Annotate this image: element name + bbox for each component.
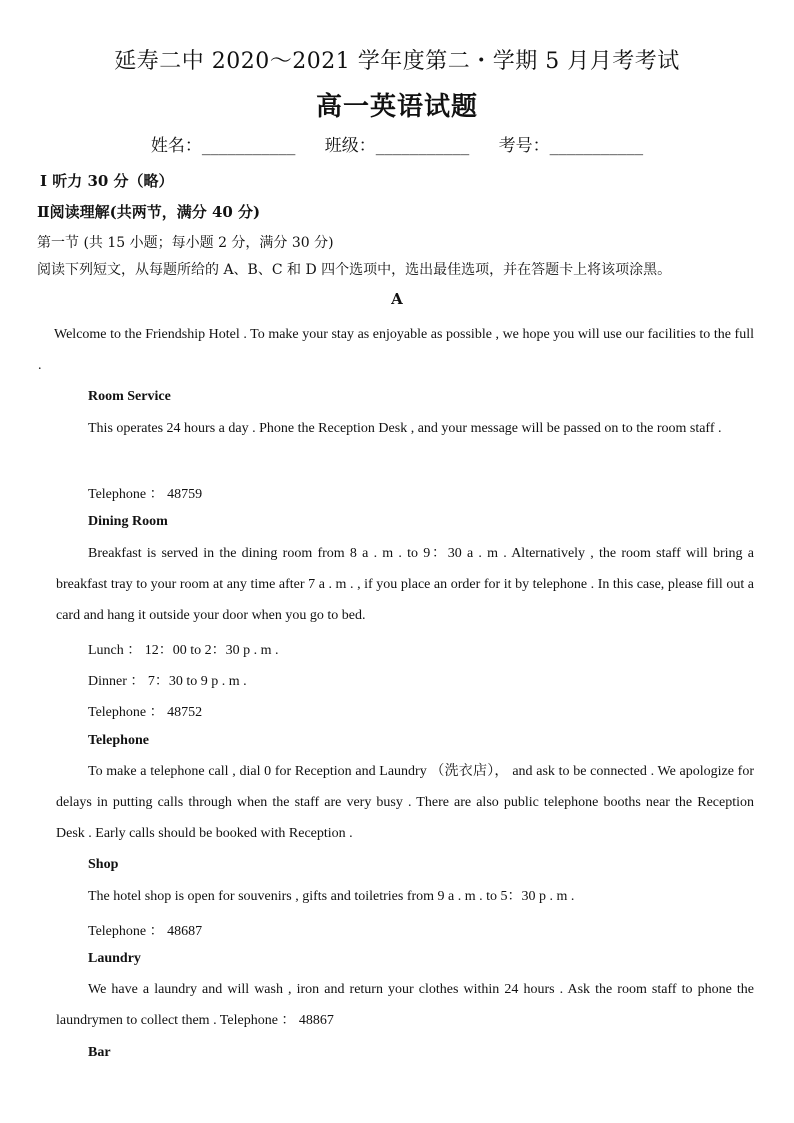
- shop-telephone: Telephone ： 48687: [88, 924, 203, 939]
- shop-body: The hotel shop is open for souvenirs , gifts and toiletries from 9 a . m . to 5：30 p . m .: [88, 889, 575, 904]
- name-blank: ___________: [201, 136, 296, 156]
- dining-room-heading: Dining Room: [88, 514, 168, 529]
- student-info-row: [0, 131, 794, 156]
- exam-number-field: [499, 136, 644, 156]
- exam-number-label: 考号：: [498, 136, 550, 156]
- laundry-heading: Laundry: [88, 951, 141, 966]
- section2-heading: Ⅱ阅读理解(共两节，满分 40 分): [37, 203, 261, 221]
- instruction: 阅读下列短文，从每题所给的 A、B、C 和 D 四个选项中，选出最佳选项，并在答题卡上将该项涂黑。: [37, 262, 672, 278]
- room-service-heading: Room Service: [88, 389, 171, 404]
- name-field: [151, 136, 296, 156]
- dinner-hours: Dinner ： 7：30 to 9 p . m .: [88, 674, 247, 689]
- telephone-heading: Telephone: [88, 733, 149, 748]
- lunch-hours: Lunch ： 12：00 to 2：30 p . m .: [88, 643, 279, 658]
- exam-title: 延寿二中 2020～2021 学年度第二・学期 5 月月考考试: [114, 49, 680, 74]
- room-service-telephone: Telephone ： 48759: [88, 487, 203, 502]
- class-blank: ___________: [375, 136, 470, 156]
- name-label: 姓名：: [150, 136, 202, 156]
- dining-room-body: Breakfast is served in the dining room from 8 a . m . to 9：30 a . m . Alternatively , the room staff will bring a breakfast tray to your room at any time after 7 a . m . , if you place an order for it by telephone . In this case, please fill out a card and hang it outside your door when you go to bed.: [56, 546, 754, 623]
- part-heading: 第一节 (共 15 小题；每小题 2 分，满分 30 分): [37, 235, 334, 251]
- passage-label: A: [391, 290, 403, 308]
- telephone-body: To make a telephone call , dial 0 for Reception and Laundry （洗衣店）， and ask to be connected . We apologize for delays in putting calls through when the staff are very busy . There are also public telephone booths near the Reception Desk . Early calls should be booked with Reception .: [56, 764, 754, 841]
- passage-intro: Welcome to the Friendship Hotel . To make your stay as enjoyable as possible , we hope you will use our facilities to the full .: [38, 327, 754, 373]
- dining-room-telephone: Telephone ： 48752: [88, 705, 203, 720]
- exam-subtitle: 高一英语试题: [315, 92, 478, 122]
- laundry-body: We have a laundry and will wash , iron and return your clothes within 24 hours . Ask the room staff to phone the laundrymen to collect them . Telephone ： 48867: [56, 982, 754, 1028]
- room-service-body: This operates 24 hours a day . Phone the Reception Desk , and your message will be passed on to the room staff .: [88, 421, 722, 436]
- shop-heading: Shop: [88, 857, 119, 872]
- class-label: 班级：: [324, 136, 376, 156]
- class-field: [325, 136, 470, 156]
- bar-heading: Bar: [88, 1045, 111, 1060]
- exam-number-blank: ___________: [549, 136, 644, 156]
- section1-heading: I 听力 30 分（略）: [40, 172, 174, 190]
